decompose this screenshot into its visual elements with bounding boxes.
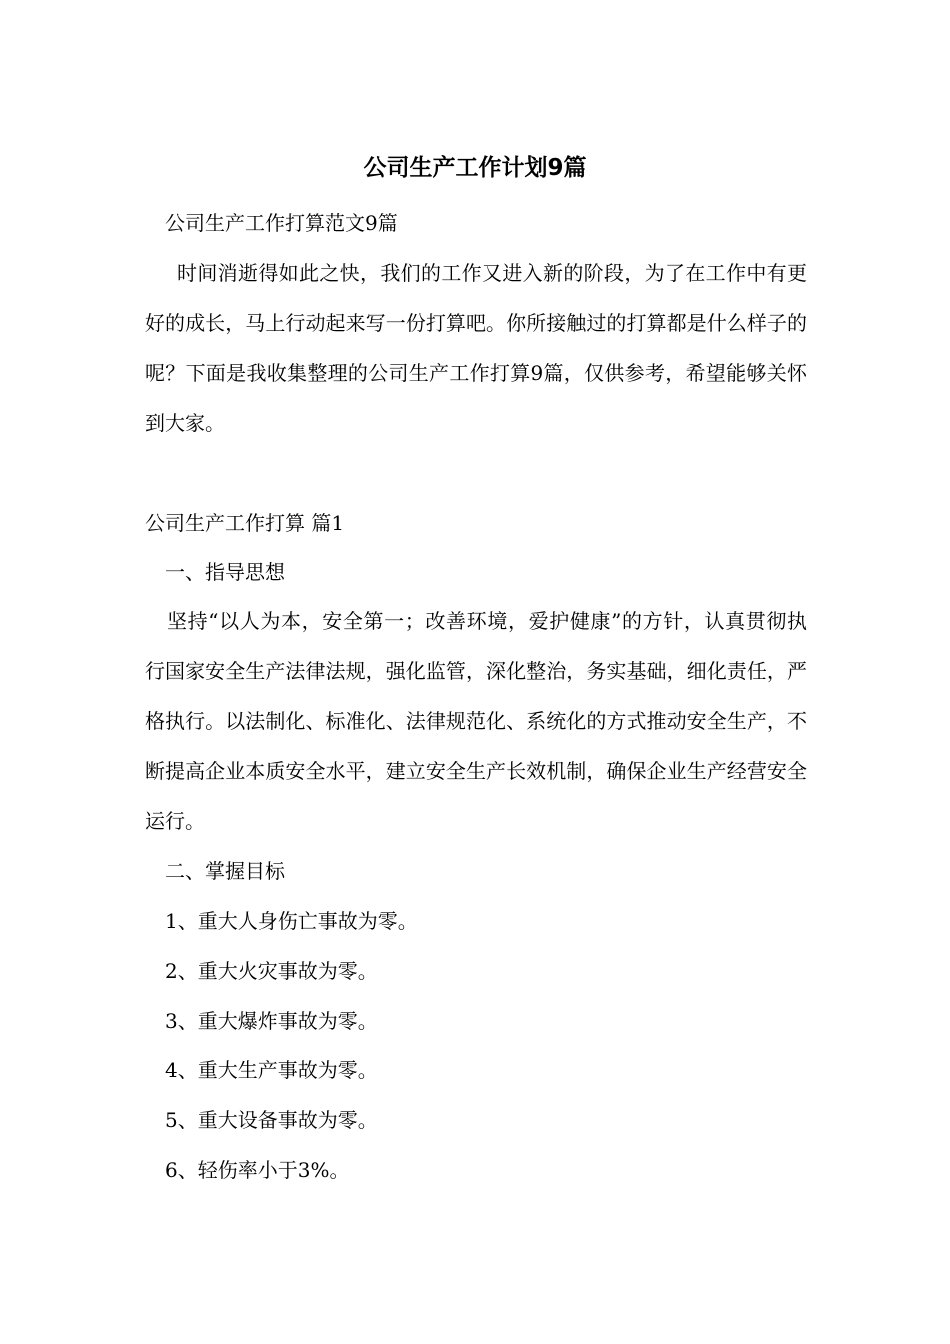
goal-item: 5、重大设备事故为零。 bbox=[165, 1108, 378, 1132]
document-subtitle: 公司生产工作打算范文9篇 bbox=[165, 211, 398, 235]
intro-paragraph: 时间消逝得如此之快，我们的工作又进入新的阶段，为了在工作中有更好的成长，马上行动起来写一份打算吧。你所接触过的打算都是什么样子的呢？下面是我收集整理的公司生产工作打算9篇，仅供参考，希望能够关怀到大家。 bbox=[145, 261, 807, 435]
section-heading: 公司生产工作打算 篇1 bbox=[145, 511, 345, 535]
goal-item: 2、重大火灾事故为零。 bbox=[165, 959, 378, 983]
goal-item: 4、重大生产事故为零。 bbox=[165, 1058, 378, 1082]
part1-paragraph: 坚持“以人为本，安全第一；改善环境，爱护健康”的方针，认真贯彻执行国家安全生产法律法规，强化监管，深化整治，务实基础，细化责任，严格执行。以法制化、标准化、法律规范化、系统化的方式推动安全生产，不断提高企业本质安全水平，建立安全生产长效机制，确保企业生产经营安全运行。 bbox=[145, 609, 807, 833]
goal-item: 1、重大人身伤亡事故为零。 bbox=[165, 909, 418, 933]
goal-item: 6、轻伤率小于3%。 bbox=[165, 1158, 350, 1182]
part1-heading: 一、指导思想 bbox=[165, 560, 285, 584]
part2-heading: 二、掌握目标 bbox=[165, 859, 285, 883]
goal-item: 3、重大爆炸事故为零。 bbox=[165, 1009, 378, 1033]
document-title: 公司生产工作计划9篇 bbox=[363, 155, 587, 181]
